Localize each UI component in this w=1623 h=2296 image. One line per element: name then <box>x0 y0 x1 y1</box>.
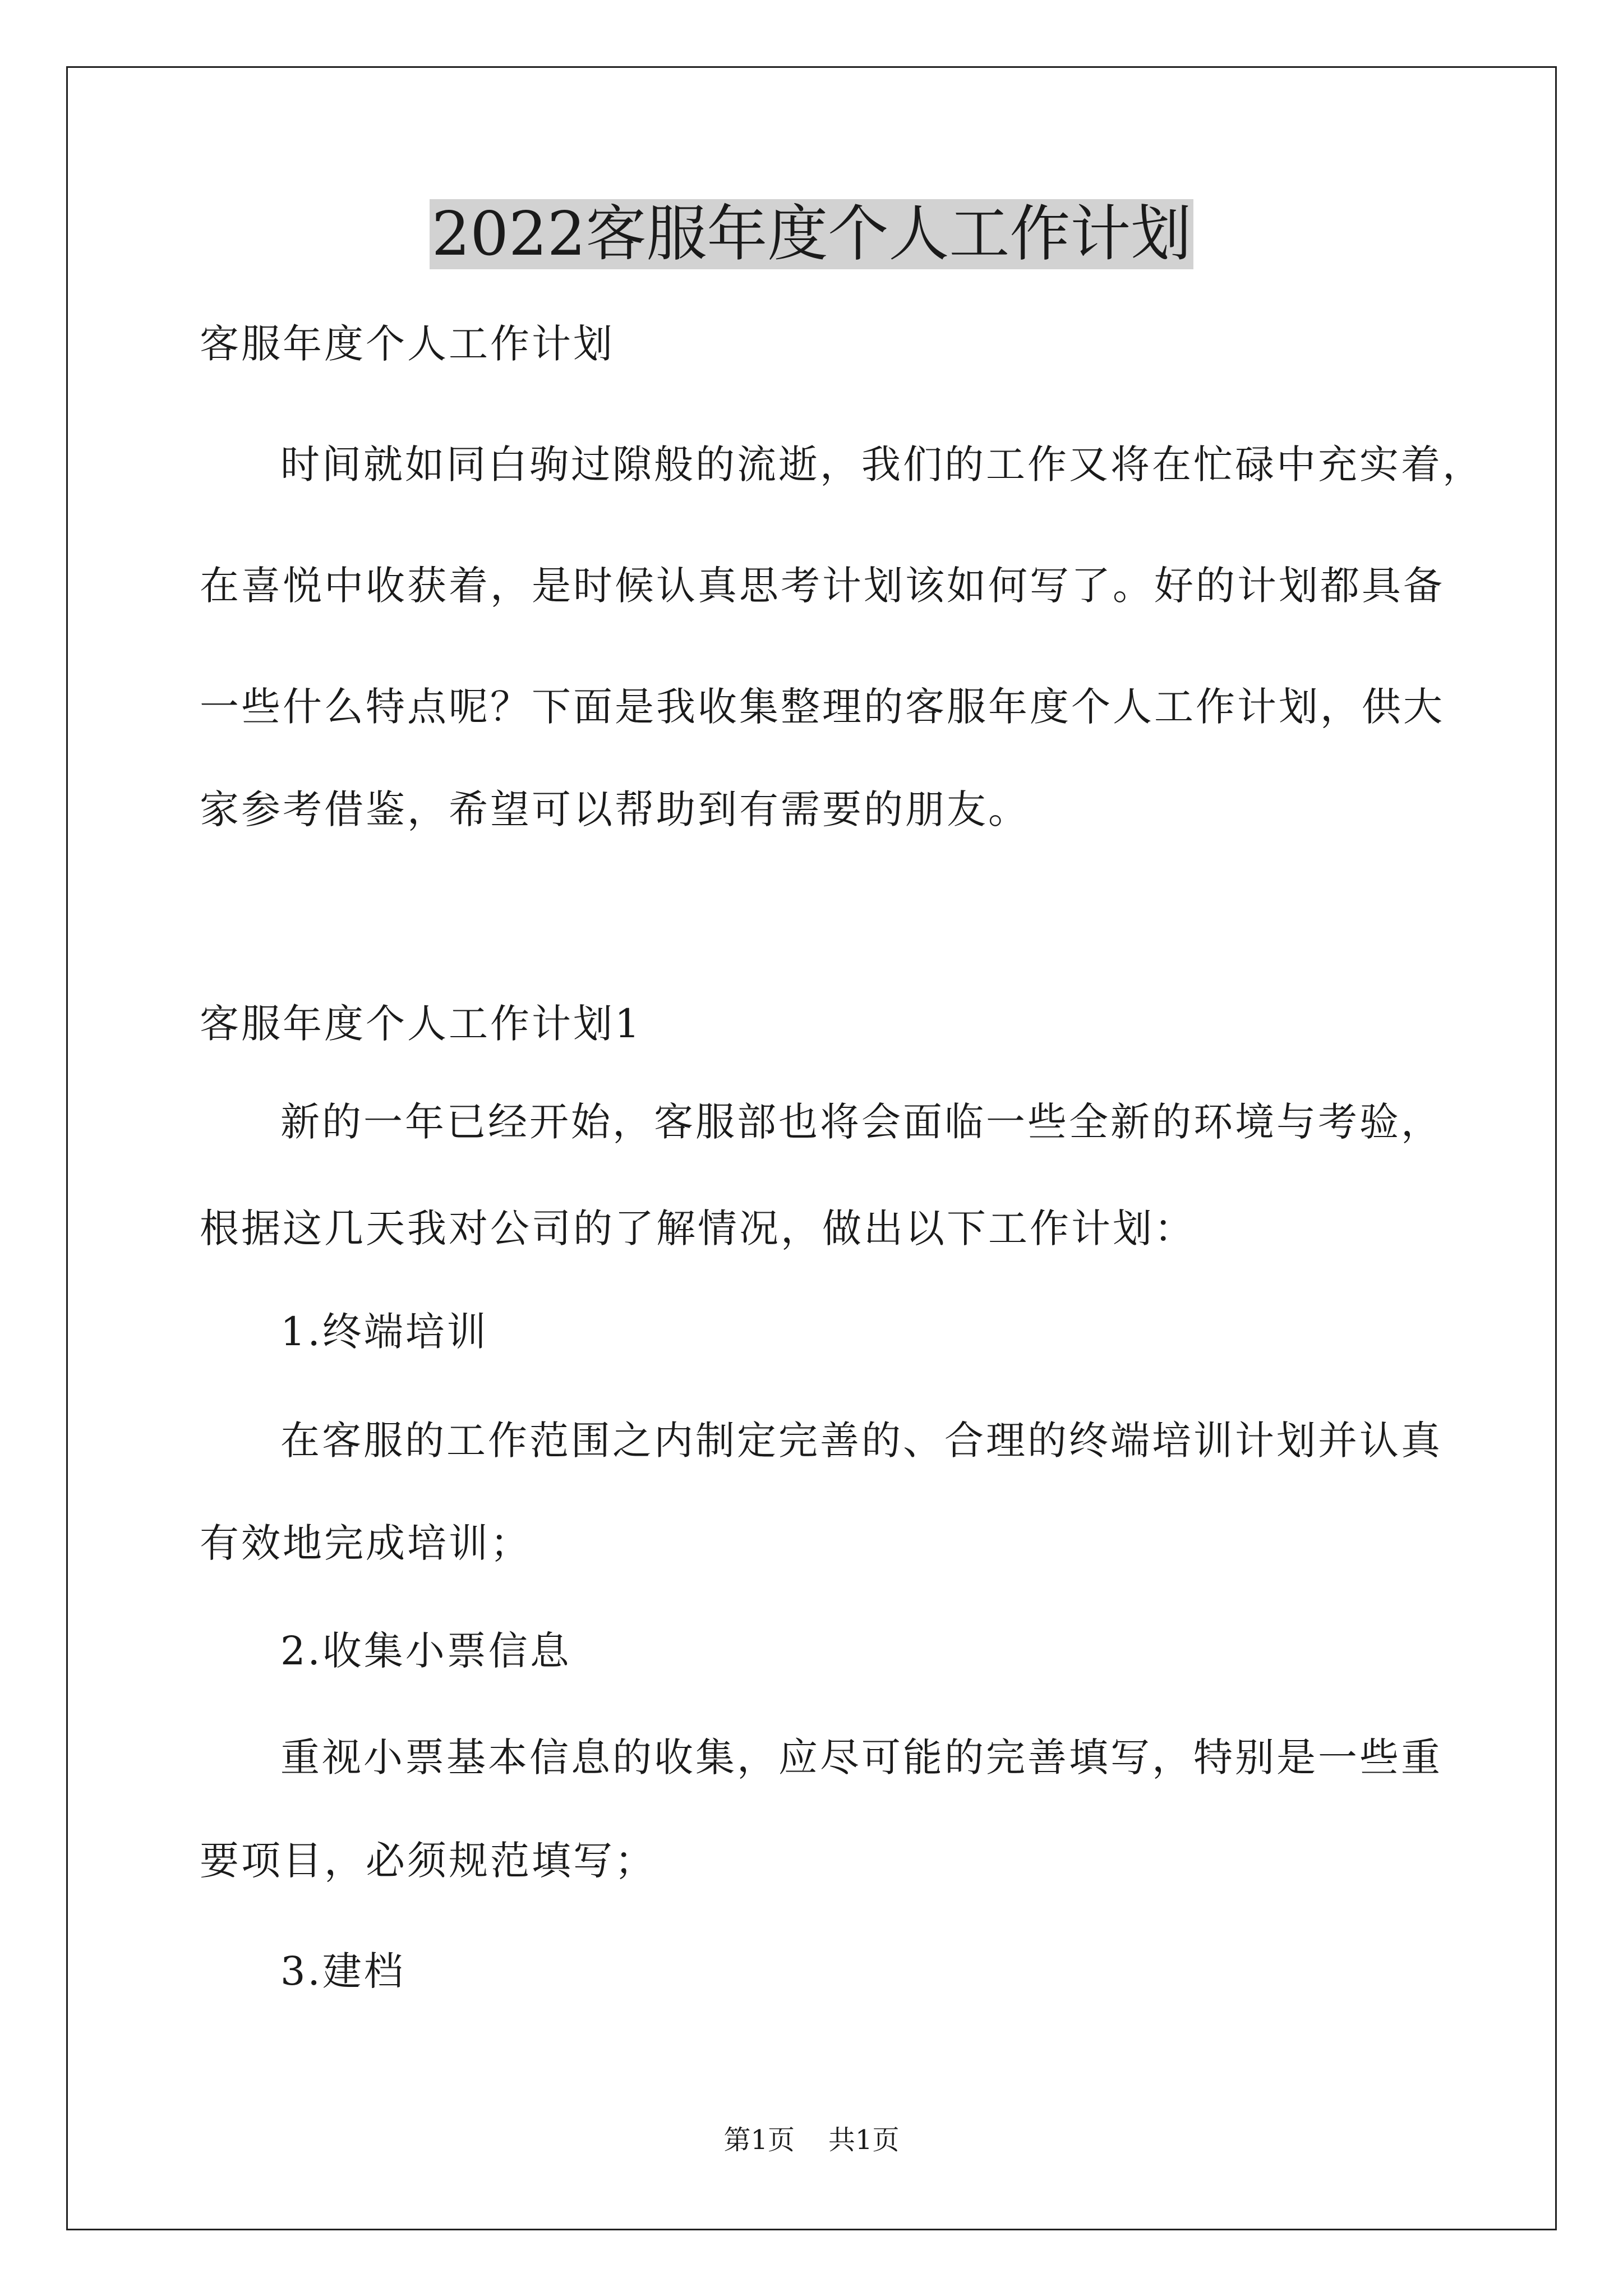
section1-line-2: 根据这几天我对公司的了解情况，做出以下工作计划： <box>200 1205 1196 1251</box>
item-heading-2: 2.收集小票信息 <box>280 1628 571 1674</box>
item1-line-2: 有效地完成培训； <box>200 1520 532 1566</box>
intro-line-4: 家参考借鉴，希望可以帮助到有需要的朋友。 <box>200 786 1030 832</box>
document-title-text: 2022客服年度个人工作计划 <box>430 199 1194 269</box>
intro-line-1: 时间就如同白驹过隙般的流逝，我们的工作又将在忙碌中充实着， <box>280 441 1484 487</box>
item1-line-1: 在客服的工作范围之内制定完善的、合理的终端培训计划并认真 <box>280 1418 1442 1464</box>
item2-line-2: 要项目，必须规范填写； <box>200 1838 656 1884</box>
subtitle: 客服年度个人工作计划 <box>200 321 615 367</box>
page-number: 第1页 <box>723 2124 795 2156</box>
page-footer <box>0 2123 1623 2157</box>
section1-line-1: 新的一年已经开始，客服部也将会面临一些全新的环境与考验， <box>280 1099 1442 1145</box>
section-heading-1: 客服年度个人工作计划1 <box>200 1001 642 1047</box>
item2-line-1: 重视小票基本信息的收集，应尽可能的完善填写，特别是一些重 <box>280 1734 1442 1780</box>
item-heading-1: 1.终端培训 <box>280 1309 488 1355</box>
intro-line-3: 一些什么特点呢？下面是我收集整理的客服年度个人工作计划，供大 <box>200 684 1445 730</box>
document-title <box>0 195 1623 274</box>
page-total: 共1页 <box>828 2124 900 2156</box>
intro-line-2: 在喜悦中收获着，是时候认真思考计划该如何写了。好的计划都具备 <box>200 563 1445 609</box>
item-heading-3: 3.建档 <box>280 1948 405 1994</box>
